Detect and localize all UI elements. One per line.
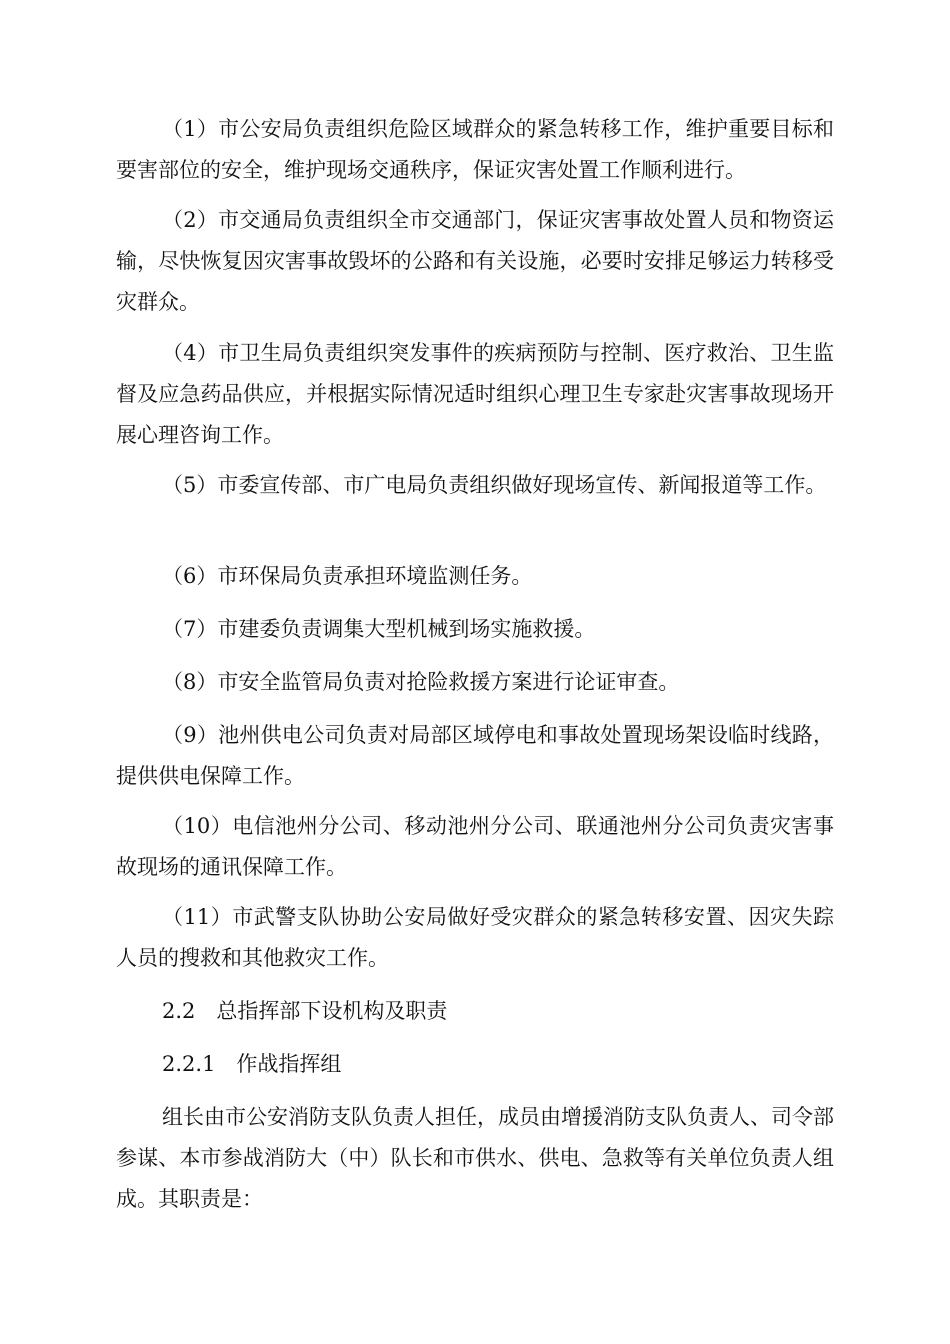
paragraph-public-security: （1）市公安局负责组织危险区域群众的紧急转移工作，维护重要目标和要害部位的安全，维护现场交通秩序，保证灾害处置工作顺利进行。	[116, 117, 834, 182]
paragraph-safety: （8）市安全监管局负责对抢险救援方案进行论证审查。	[162, 670, 680, 694]
paragraph-telecom: （10）电信池州分公司、移动池州分公司、联通池州分公司负责灾害事故现场的通讯保障工作。	[116, 814, 834, 879]
paragraph-armed-police: （11）市武警支队协助公安局做好受灾群众的紧急转移安置、因灾失踪人员的搜救和其他救灾工作。	[116, 905, 834, 970]
subsection-heading: 2.2.1 作战指挥组	[162, 1052, 342, 1076]
paragraph-construction: （7）市建委负责调集大型机械到场实施救援。	[162, 617, 596, 641]
paragraph-command-group: 组长由市公安消防支队负责人担任，成员由增援消防支队负责人、司令部参谋、本市参战消防大（中）队长和市供水、供电、急救等有关单位负责人组成。其职责是：	[116, 1105, 834, 1211]
paragraph-transport: （2）市交通局负责组织全市交通部门，保证灾害事故处置人员和物资运输，尽快恢复因灾害事故毁坏的公路和有关设施，必要时安排足够运力转移受灾群众。	[116, 208, 834, 314]
paragraph-power-supply: （9）池州供电公司负责对局部区域停电和事故处置现场架设临时线路，提供供电保障工作。	[116, 723, 834, 788]
paragraph-publicity: （5）市委宣传部、市广电局负责组织做好现场宣传、新闻报道等工作。	[162, 473, 827, 497]
section-heading: 2.2 总指挥部下设机构及职责	[162, 999, 448, 1023]
paragraph-environment: （6）市环保局负责承担环境监测任务。	[162, 564, 533, 588]
paragraph-health: （4）市卫生局负责组织突发事件的疾病预防与控制、医疗救治、卫生监督及应急药品供应，并根据实际情况适时组织心理卫生专家赴灾害事故现场开展心理咨询工作。	[116, 341, 834, 447]
